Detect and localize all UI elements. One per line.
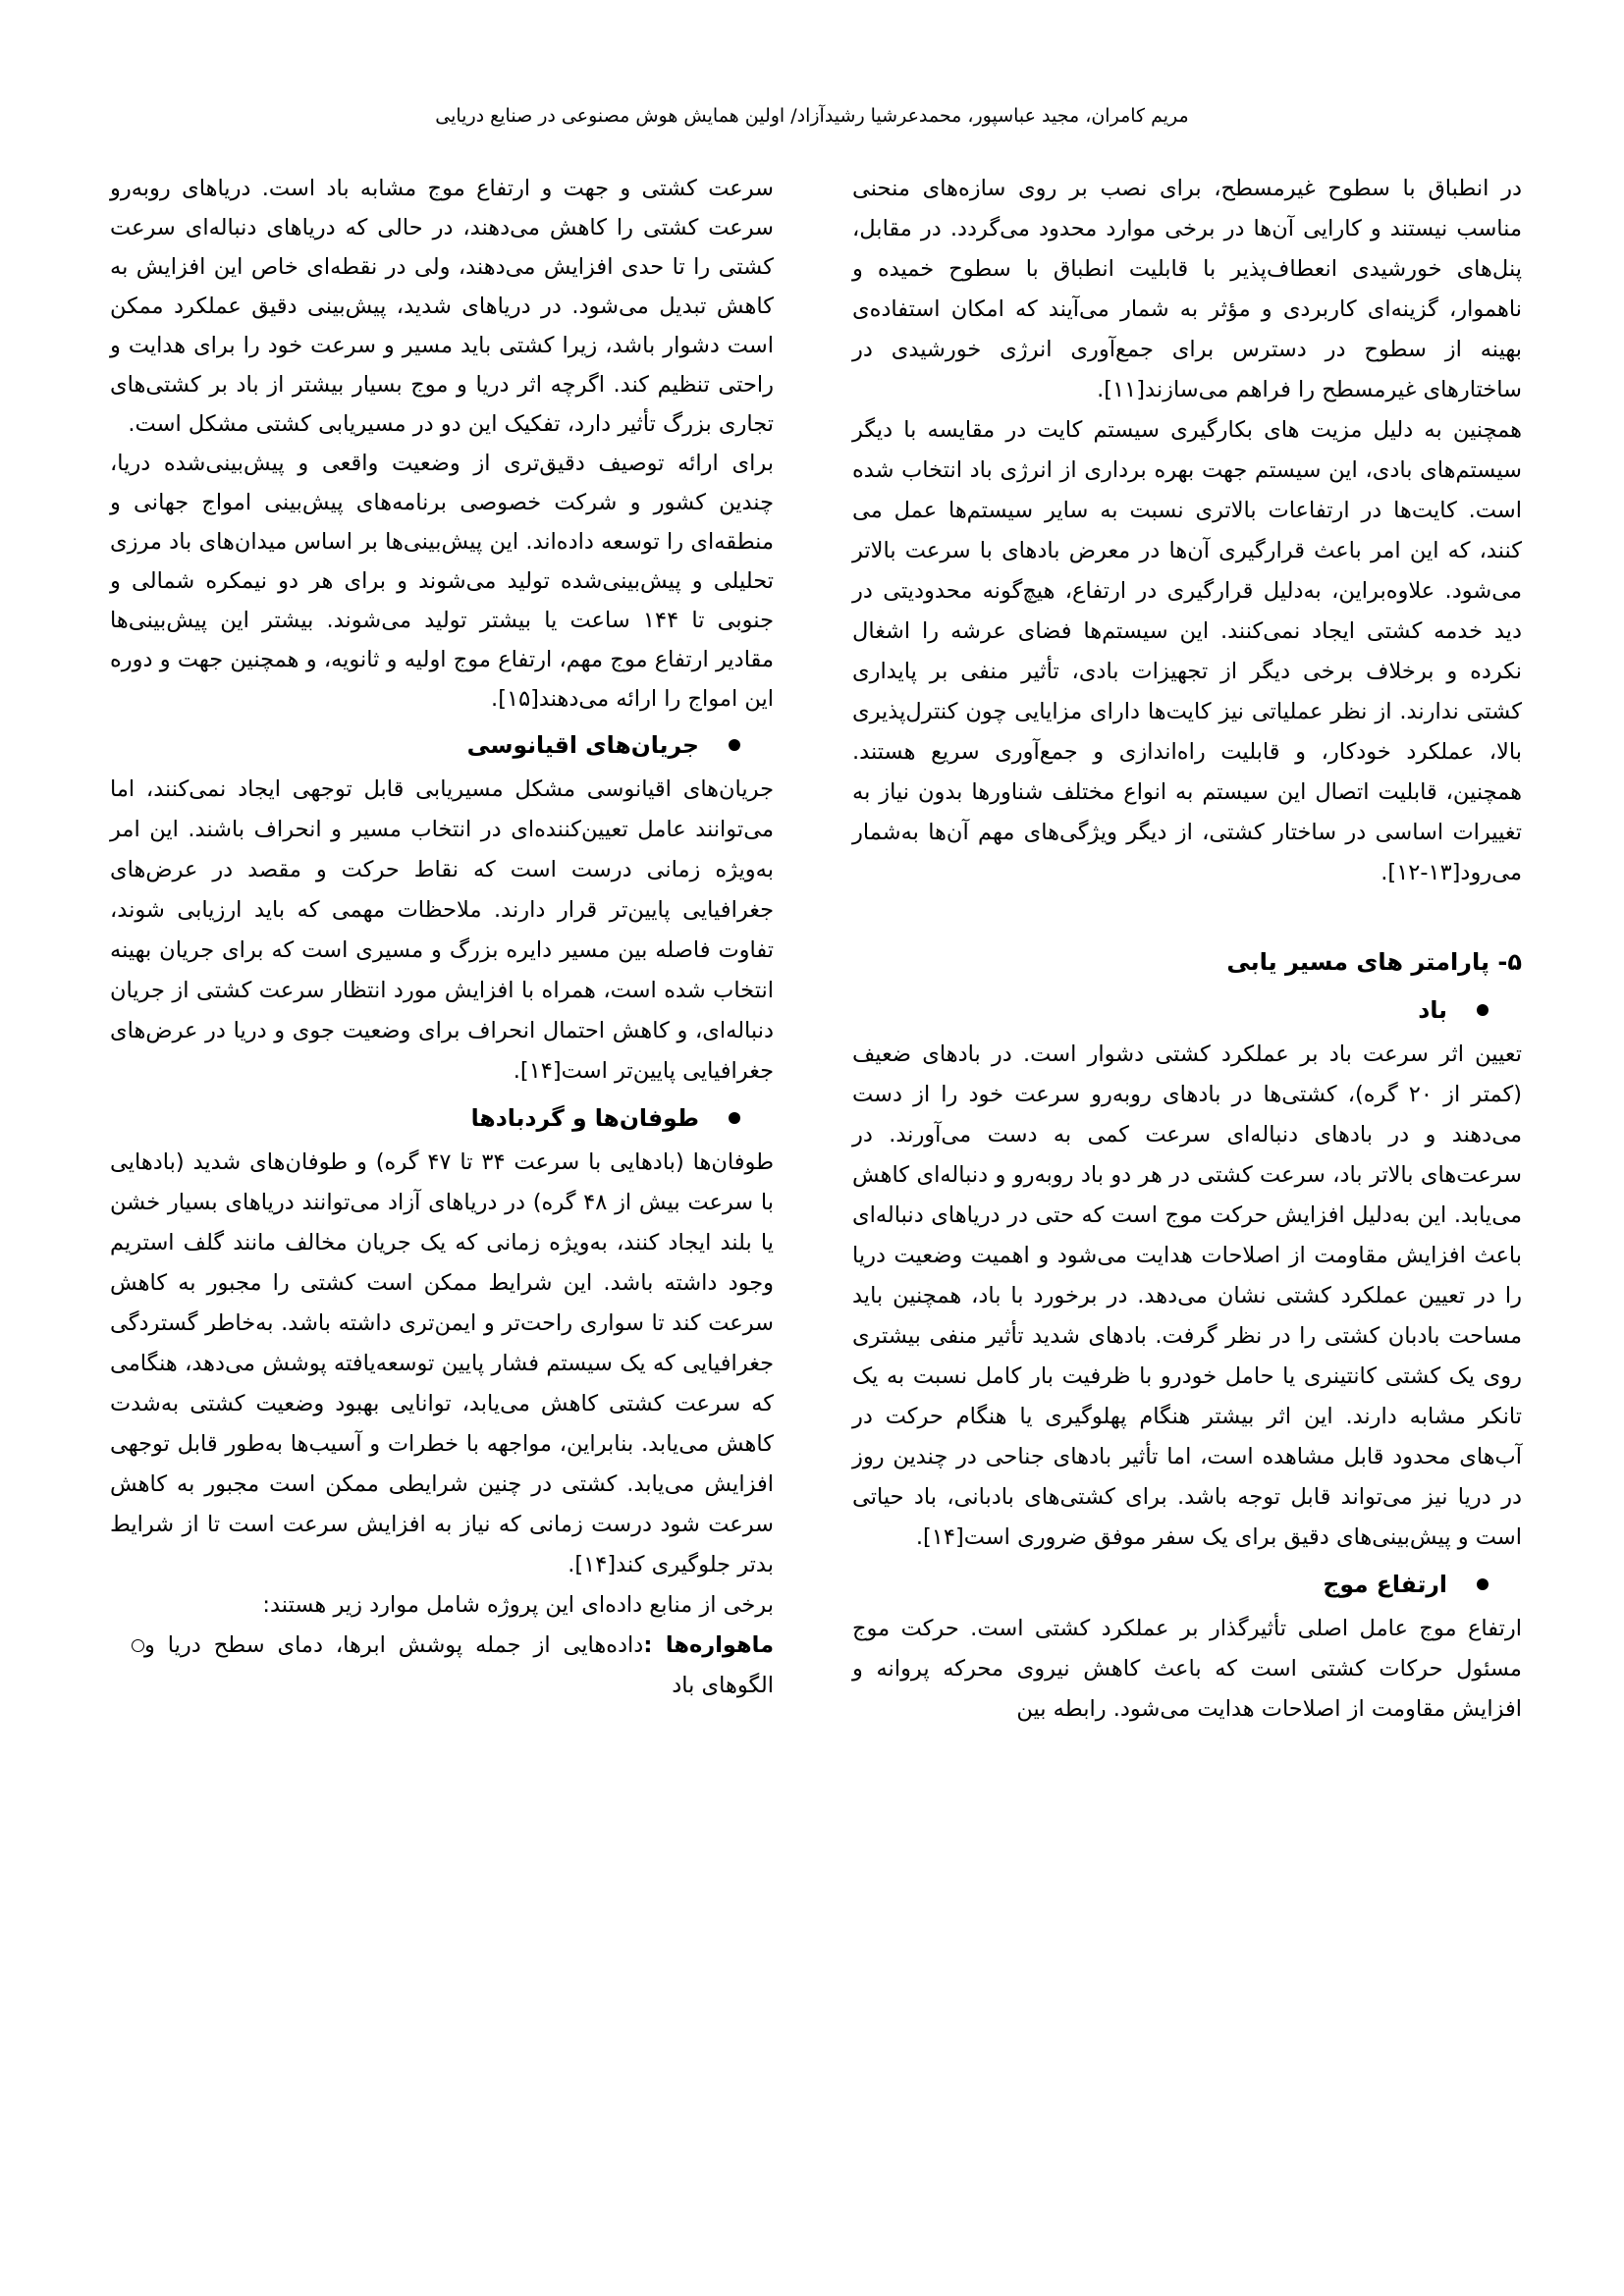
right-column bbox=[852, 169, 1522, 1730]
subheading-wave-height-label: ارتفاع موج bbox=[1323, 1571, 1447, 1598]
bullet-icon bbox=[1477, 1578, 1489, 1590]
subheading-wind bbox=[852, 989, 1522, 1031]
data-source-label: ماهواره‌ها : bbox=[643, 1632, 774, 1658]
left-column bbox=[110, 169, 774, 1706]
paragraph-flexible-solar-panels: در انطباق با سطوح غیرمسطح، برای نصب بر روی سازه‌های منحنی مناسب نیستند و کارایی آن‌ها در برخی موارد محدود می‌گردد. در مقابل، پنل‌های خورشیدی انعطاف‌پذیر با قابلیت انطباق با سطوح خمیده و ناهموار، گزینه‌ای کاربردی و مؤثر به شمار می‌آیند که امکان استفاده‌ی بهینه از سطوح در دسترس برای جمع‌آوری انرژی خورشیدی در ساختارهای غیرمسطح را فراهم می‌سازند[۱۱]. bbox=[852, 176, 1522, 402]
subheading-storms bbox=[110, 1097, 774, 1139]
paragraph-wind: تعیین اثر سرعت باد بر عملکرد کشتی دشوار است. در بادهای ضعیف (کمتر از ۲۰ گره)، کشتی‌ها در بادهای روبه‌رو سرعت خود را از دست می‌دهند و در بادهای دنباله‌ای سرعت کمی به دست می‌آورند. در سرعت‌های بالاتر باد، سرعت کشتی در هر دو باد روبه‌رو و دنباله‌ای کاهش می‌یابد. این به‌دلیل افزایش حرکت موج است که حتی در دریاهای دنباله‌ای باعث افزایش مقاومت از اصلاحات هدایت می‌شود و اهمیت وضعیت دریا را در تعیین عملکرد کشتی نشان می‌دهد. در برخورد با باد، همچنین باید مساحت بادبان کشتی را در نظر گرفت. بادهای شدید تأثیر منفی بیشتری روی یک کشتی کانتینری یا حامل خودرو با ظرفیت بار کامل نسبت به یک تانکر مشابه دارند. این اثر بیشتر هنگام پهلوگیری یا هنگام حرکت در آب‌های محدود قابل مشاهده است، اما تأثیر بادهای جناحی در چندین روز در دریا نیز می‌تواند قابل توجه باشد. برای کشتی‌های بادبانی، باد حیاتی است و پیش‌بینی‌های دقیق برای یک سفر موفق ضروری است[۱۴]. bbox=[852, 1041, 1523, 1550]
running-header: مریم کامران، مجید عباسپور، محمدعرشیا رشیدآزاد/ اولین همایش هوش مصنوعی در صنایع دریایی bbox=[435, 105, 1189, 127]
data-source-item-satellites bbox=[110, 1626, 774, 1706]
paragraph-wave-height-continued: سرعت کشتی و جهت و ارتفاع موج مشابه باد است. دریاهای روبه‌رو سرعت کشتی را کاهش می‌دهند، در حالی که دریاهای دنباله‌ای سرعت کشتی را تا حدی افزایش می‌دهند، ولی در نقطه‌ای خاص این افزایش به کاهش تبدیل می‌شود. در دریاهای شدید، پیش‌بینی دقیق عملکرد ممکن است دشوار باشد، زیرا کشتی باید مسیر و سرعت خود را برای هدایت و راحتی تنظیم کند. اگرچه اثر دریا و موج بسیار بیشتر از باد بر کشتی‌های تجاری بزرگ تأثیر دارد، تفکیک این دو در مسیریابی کشتی مشکل است. bbox=[110, 176, 774, 437]
bullet-icon bbox=[729, 739, 740, 751]
subheading-wave-height bbox=[852, 1564, 1522, 1605]
paragraph-storms: طوفان‌ها (بادهایی با سرعت ۳۴ تا ۴۷ گره) و طوفان‌های شدید (بادهایی با سرعت بیش از ۴۸ گره) در دریاهای آزاد می‌توانند دریاهای بسیار خشن یا بلند ایجاد کنند، به‌ویژه زمانی که یک جریان مخالف مانند گلف استریم وجود داشته باشد. این شرایط ممکن است کشتی را مجبور به کاهش سرعت کند تا سواری راحت‌تر و ایمن‌تری داشته باشد. به‌خاطر گستردگی جغرافیایی که یک سیستم فشار پایین توسعه‌یافته پوشش می‌دهد، هنگامی که سرعت کشتی کاهش می‌یابد، توانایی بهبود وضعیت کشتی به‌شدت کاهش می‌یابد. بنابراین، مواجهه با خطرات و آسیب‌ها به‌طور قابل توجهی افزایش می‌یابد. کشتی در چنین شرایطی ممکن است مجبور به کاهش سرعت شود درست زمانی که نیاز به افزایش سرعت است تا از شرایط بدتر جلوگیری کند[۱۴]. bbox=[110, 1149, 774, 1577]
paragraph-data-sources-intro: برخی از منابع داده‌ای این پروژه شامل موارد زیر هستند: bbox=[262, 1592, 774, 1618]
subheading-ocean-currents-label: جریان‌های اقیانوسی bbox=[466, 731, 699, 759]
data-source-item-body bbox=[144, 1626, 774, 1706]
section-heading-routing-parameters: ۵- پارامتر های مسیر یابی bbox=[1226, 948, 1522, 976]
paragraph-wave-forecast: برای ارائه توصیف دقیق‌تری از وضعیت واقعی و پیش‌بینی‌شده دریا، چندین کشور و شرکت خصوصی برنامه‌های پیش‌بینی امواج جهانی و منطقه‌ای را توسعه داده‌اند. این پیش‌بینی‌ها بر اساس میدان‌های باد مرزی تحلیلی و پیش‌بینی‌شده تولید می‌شوند و برای هر دو نیمکره شمالی و جنوبی تا ۱۴۴ ساعت یا بیشتر تولید می‌شوند. بیشتر این پیش‌بینی‌ها مقادیر ارتفاع موج مهم، ارتفاع موج اولیه و ثانویه، و همچنین جهت و دوره این امواج را ارائه می‌دهند[۱۵]. bbox=[110, 451, 774, 712]
paragraph-wave-height: ارتفاع موج عامل اصلی تأثیرگذار بر عملکرد کشتی است. حرکت موج مسئول حرکات کشتی است که باعث کاهش نیروی محرکه پروانه و افزایش مقاومت از اصلاحات هدایت می‌شود. رابطه بین bbox=[852, 1616, 1522, 1722]
bullet-icon bbox=[1477, 1004, 1489, 1016]
data-source-text: داده‌هایی از جمله پوشش ابرها، دمای سطح دریا و الگوهای باد bbox=[144, 1632, 774, 1698]
subheading-ocean-currents bbox=[110, 724, 774, 766]
paragraph-ocean-currents: جریان‌های اقیانوسی مشکل مسیریابی قابل توجهی ایجاد نمی‌کنند، اما می‌توانند عامل تعیین‌کننده‌ای در انتخاب مسیر و انحراف باشند. این امر به‌ویژه زمانی درست است که نقاط حرکت و مقصد در عرض‌های جغرافیایی پایین‌تر قرار دارند. ملاحظات مهمی که باید ارزیابی شوند، تفاوت فاصله بین مسیر دایره بزرگ و مسیری است که برای جریان بهینه انتخاب شده است، همراه با افزایش مورد انتظار سرعت کشتی از جریان دنباله‌ای، و کاهش احتمال انحراف برای وضعیت جوی و دریا در عرض‌های جغرافیایی پایین‌تر است[۱۴]. bbox=[110, 776, 774, 1084]
paragraph-kite-system: همچنین به دلیل مزیت های بکارگیری سیستم کایت در مقایسه با دیگر سیستم‌های بادی، این سیستم جهت بهره برداری از انرژی باد انتخاب شده است. کایت‌ها در ارتفاعات بالاتری نسبت به سایر سیستم‌ها عمل می کنند، که این امر باعث قرارگیری آن‌ها در معرض بادهای با سرعت بالاتر می‌شود. علاوه‌براین، به‌دلیل قرارگیری در ارتفاع، هیچ‌گونه محدودیتی در دید خدمه کشتی ایجاد نمی‌کنند. این سیستم‌ها فضای عرشه را اشغال نکرده و برخلاف برخی دیگر از تجهیزات بادی، تأثیر منفی بر پایداری کشتی ندارند. از نظر عملیاتی نیز کایت‌ها دارای مزایایی چون کنترل‌پذیری بالا، عملکرد خودکار، و قابلیت راه‌اندازی و جمع‌آوری سریع هستند. همچنین، قابلیت اتصال این سیستم به انواع مختلف شناورها بدون نیاز به تغییرات اساسی در ساختار کشتی، از دیگر ویژگی‌های مهم آن‌ها به‌شمار می‌رود[۱۳-۱۲]. bbox=[852, 417, 1522, 885]
hollow-circle-bullet-icon bbox=[132, 1639, 144, 1652]
subheading-wind-label: باد bbox=[1418, 996, 1447, 1024]
bullet-icon bbox=[729, 1112, 740, 1124]
subheading-storms-label: طوفان‌ها و گردبادها bbox=[470, 1104, 699, 1132]
